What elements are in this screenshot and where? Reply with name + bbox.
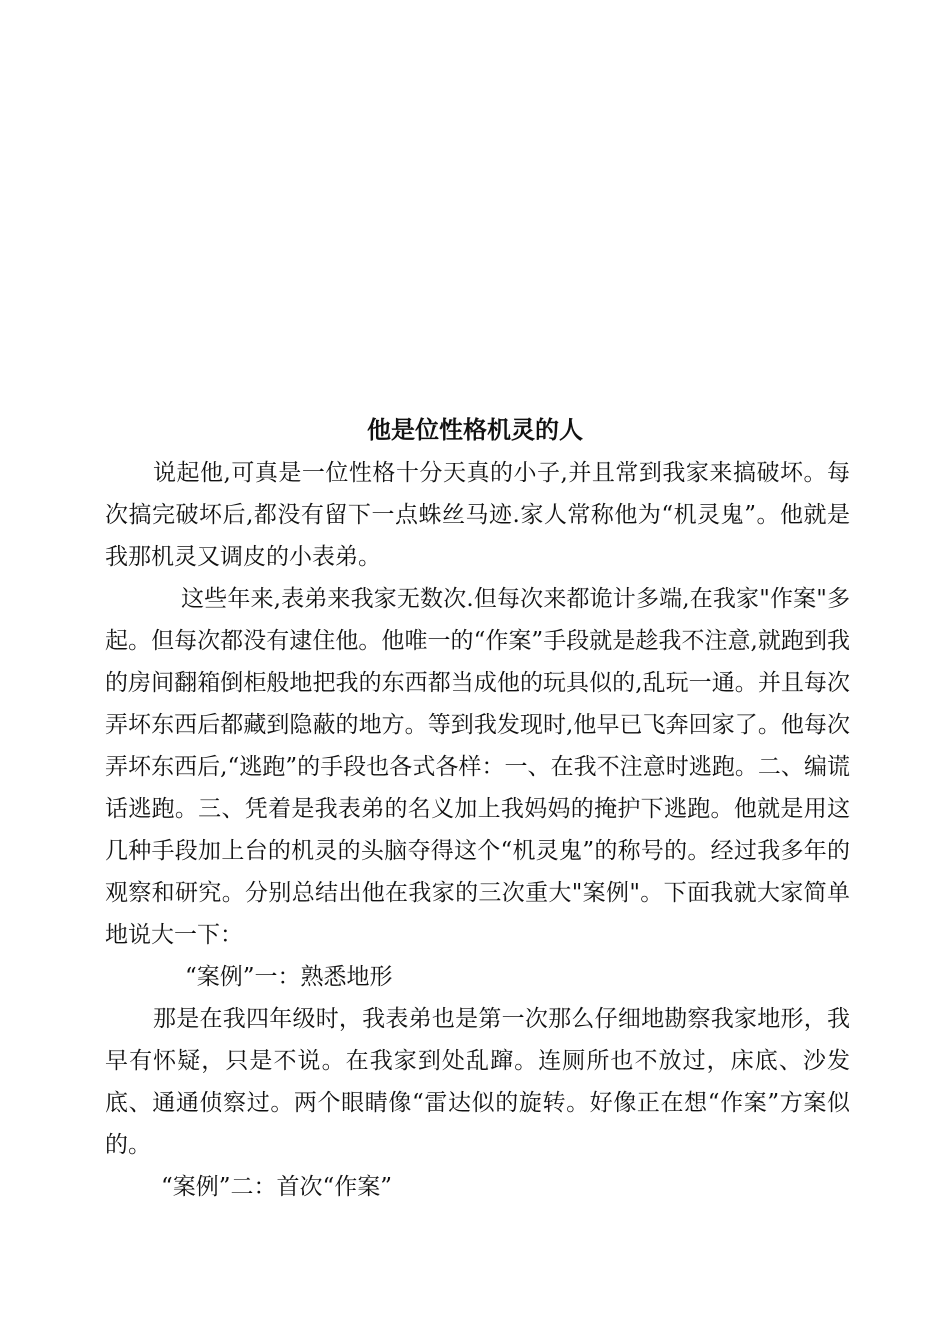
paragraph-case-1: 那是在我四年级时，我表弟也是第一次那么仔细地勘察我家地形，我早有怀疑，只是不说。在我家到处乱蹿。连厕所也不放过，床底、沙发底、通通侦察过。两个眼睛像“雷达似的旋转。好像正在想“作案”方案似的。 <box>105 1006 850 1158</box>
document-body <box>105 452 850 1208</box>
paragraph-intro: 说起他,可真是一位性格十分天真的小子,并且常到我家来搞破坏。每次搞完破坏后,都没有留下一点蛛丝马迹.家人常称他为“机灵鬼”。他就是我那机灵又调皮的小表弟。 <box>105 460 850 570</box>
case-heading-2: “案例”二：首次“作案” <box>161 1174 393 1200</box>
case-heading-1: “案例”一：熟悉地形 <box>185 964 393 990</box>
paragraph-background: 这些年来,表弟来我家无数次.但每次来都诡计多端,在我家"作案"多起。但每次都没有逮住他。他唯一的“作案”手段就是趁我不注意,就跑到我的房间翻箱倒柜般地把我的东西都当成他的玩具似的,乱玩一通。并且每次弄坏东西后都藏到隐蔽的地方。等到我发现时,他早已飞奔回家了。他每次弄坏东西后,“逃跑”的手段也各式各样：一、在我不注意时逃跑。二、编谎话逃跑。三、凭着是我表弟的名义加上我妈妈的掩护下逃跑。他就是用这几种手段加上台的机灵的头脑夺得这个“机灵鬼”的称号的。经过我多年的观察和研究。分别总结出他在我家的三次重大"案例"。下面我就大家简单地说大一下： <box>105 586 850 948</box>
document-title: 他是位性格机灵的人 <box>367 415 583 444</box>
